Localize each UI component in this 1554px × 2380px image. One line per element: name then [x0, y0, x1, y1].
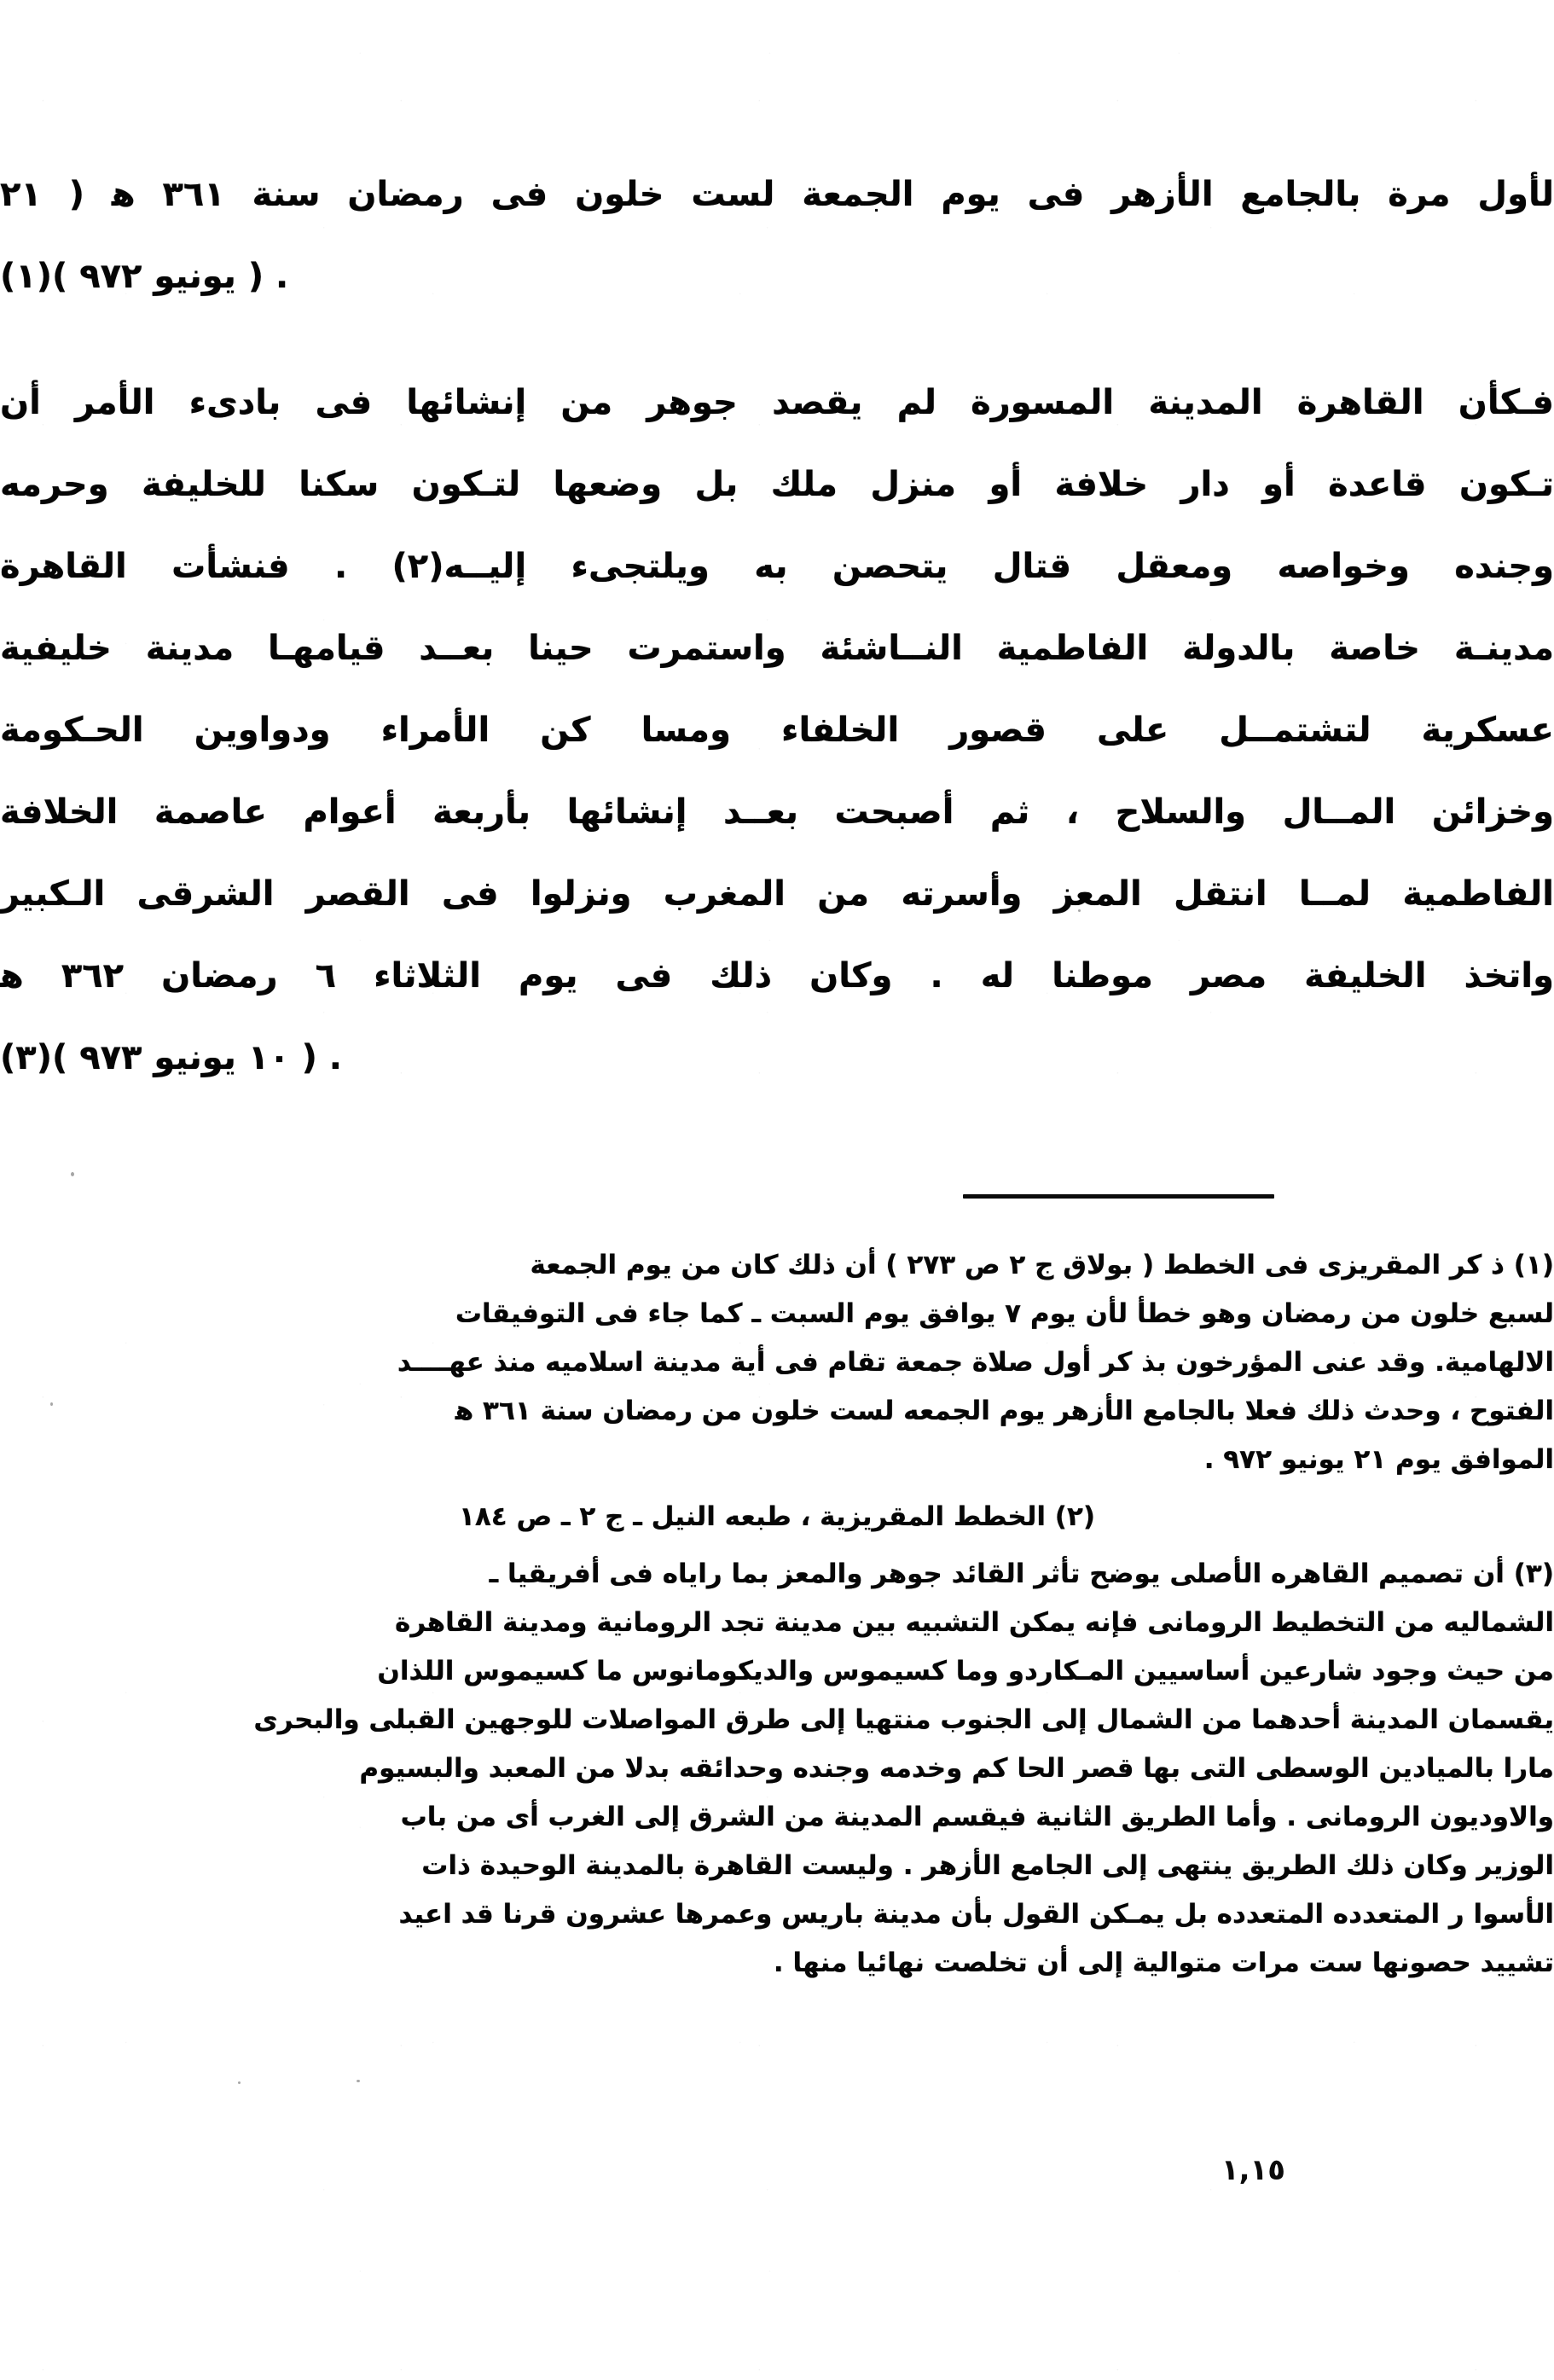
footnotes-block	[0, 1252, 1554, 1999]
continued-paragraph-line: . ( يونيو ٩٧٢ )(١)	[0, 257, 289, 296]
main-paragraph-line: الفاطمية لمــا انتقل المعز وأسرته من المغرب ونزلوا فى القصر الشرقى الـكبير	[0, 874, 1554, 914]
main-paragraph-line: وجنده وخواصه ومعقل قتال يتحصن به ويلتجىء إليــه(٢) . فنشأت القاهرة	[0, 547, 1554, 586]
footnote-line: لسبع خلون من رمضان وهو خطأ لأن يوم ٧ يوافق يوم السبت ـ كما جاء فى التوفيقات	[455, 1298, 1554, 1329]
footnote-line: الوزير وكان ذلك الطريق ينتهى إلى الجامع الأزهر . وليست القاهرة بالمدينة الوحيدة ذات	[421, 1850, 1554, 1881]
footnote-separator-rule	[963, 1194, 1274, 1199]
footnote-1	[0, 1252, 1554, 1473]
page-number: ١,١٥	[1221, 2153, 1285, 2187]
continued-paragraph	[0, 175, 1554, 296]
main-paragraph-line: واتخذ الخليفة مصر موطنا له . وكان ذلك فى يوم الثلاثاء ٦ رمضان ٣٦٢ ﻫ	[0, 956, 1554, 996]
continued-paragraph-line: لأول مرة بالجامع الأزهر فى يوم الجمعة لست خلون فى رمضان سنة ٣٦١ ﻫ ( ٢١	[0, 175, 1554, 214]
main-paragraph-line: تـكون قاعدة أو دار خلافة أو منزل ملك بل وضعها لتـكون سكنا للخليفة وحرمه	[0, 465, 1554, 504]
footnote-line: (٣) أن تصميم القاهره الأصلى يوضح تأثر القائد جوهر والمعز بما راياه فى أفريقيا ـ	[489, 1559, 1554, 1589]
footnote-line: (١) ذ كر المقريزى فى الخطط ( بولاق ج ٢ ص ٢٧٣ ) أن ذلك كان من يوم الجمعة	[530, 1250, 1554, 1280]
footnote-line: الفتوح ، وحدث ذلك فعلا بالجامع الأزهر يوم الجمعه لست خلون من رمضان سنة ٣٦١ ﻫ	[455, 1396, 1554, 1426]
main-paragraph-line: فـكأن القاهرة المدينة المسورة لم يقصد جوهر من إنشائها فى بادىء الأمر أن	[0, 383, 1554, 422]
footnote-line: يقسمان المدينة أحدهما من الشمال إلى الجنوب منتهيا إلى طرق المواصلات للوجهين القبلى والبحرى	[253, 1704, 1554, 1735]
footnote-3	[0, 1561, 1554, 1977]
main-paragraph-line: . ( ١٠ يونيو ٩٧٣ )(٣)	[0, 1038, 342, 1077]
footnote-line: مارا بالميادين الوسطى التى بها قصر الحا كم وخدمه وجنده وحدائقه بدلا من المعبد والبسيوم	[359, 1753, 1554, 1784]
footnote-line: تشييد حصونها ست مرات متوالية إلى أن تخلصت نهائيا منها .	[773, 1948, 1554, 1978]
scan-speck	[357, 2080, 360, 2082]
footnote-line: (٢) الخطط المقريزية ، طبعه النيل ـ ج ٢ ـ ص ١٨٤	[458, 1501, 1096, 1532]
main-paragraph-line: وخزائن المــال والسلاح ، ثم أصبحت بعــد إنشائها بأربعة أعوام عاصمة الخلافة	[0, 792, 1554, 832]
footnote-2	[0, 1501, 1554, 1532]
footnote-line: الأسوا ر المتعدده المتعدده بل يمـكن القول بأن مدينة باريس وعمرها عشرون قرنا قد اعيد	[398, 1899, 1554, 1930]
main-paragraph-line: عسكرية لتشتمــل على قصور الخلفاء ومسا كن الأمراء ودواوين الحـكومة	[0, 711, 1554, 750]
footnote-line: الالهامية. وقد عنى المؤرخون بذ كر أول صلاة جمعة تقام فى أية مدينة اسلاميه منذ عهــــد	[397, 1347, 1554, 1378]
footnote-line: من حيث وجود شارعين أساسيين المـكاردو وما كسيموس والديكومانوس ما كسيموس اللذان	[377, 1656, 1554, 1686]
footnote-line: الموافق يوم ٢١ يونيو ٩٧٢ .	[1203, 1444, 1554, 1475]
scan-speck	[238, 2081, 241, 2084]
footnote-line: والاوديون الرومانى . وأما الطريق الثانية فيقسم المدينة من الشرق إلى الغرب أى من باب	[400, 1802, 1554, 1832]
main-paragraph	[0, 383, 1554, 1123]
scan-speck	[71, 1172, 74, 1176]
footnote-line: الشماليه من التخطيط الرومانى فإنه يمكن التشبيه بين مدينة تجد الرومانية ومدينة القاهرة	[395, 1607, 1554, 1638]
main-paragraph-line: مدينـة خاصة بالدولة الفاطمية النــاشئة واستمرت حينا بعــد قيامهـا مدينة خليفية	[0, 629, 1554, 668]
